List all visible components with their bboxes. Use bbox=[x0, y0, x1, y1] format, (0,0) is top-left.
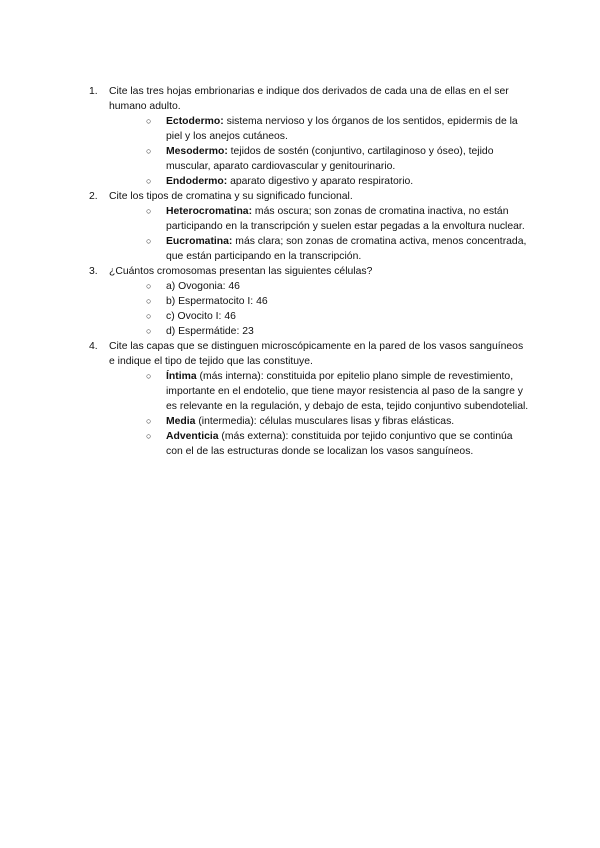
bullet-icon: ○ bbox=[146, 371, 152, 381]
question-4 bbox=[89, 339, 529, 459]
question-1 bbox=[89, 84, 529, 189]
bullet-icon: ○ bbox=[146, 236, 152, 246]
answer-item bbox=[146, 414, 529, 429]
answer-term: Íntima bbox=[166, 371, 197, 382]
question-list bbox=[89, 84, 529, 459]
answer-item bbox=[146, 294, 529, 309]
bullet-icon: ○ bbox=[146, 146, 152, 156]
answer-item bbox=[146, 144, 529, 174]
question-3 bbox=[89, 264, 529, 339]
answer-item bbox=[146, 309, 529, 324]
bullet-icon: ○ bbox=[146, 311, 152, 321]
answer-text: (intermedia): células musculares lisas y fibras elásticas. bbox=[195, 416, 455, 427]
answer-term: Adventicia bbox=[166, 431, 219, 442]
question-text: ¿Cuántos cromosomas presentan las siguientes células? bbox=[109, 266, 373, 277]
answer-text: tejidos de sostén (conjuntivo, cartilaginoso y óseo), tejido muscular, aparato cardiovascular y genitourinario. bbox=[166, 146, 494, 172]
question-number: 1. bbox=[89, 86, 98, 97]
answer-text: (más externa): constituida por tejido conjuntivo que se continúa con el de las estructuras donde se localizan los vasos sanguíneos. bbox=[166, 431, 513, 457]
answer-text: sistema nervioso y los órganos de los sentidos, epidermis de la piel y los anejos cutáneos. bbox=[166, 116, 518, 142]
question-2 bbox=[89, 189, 529, 264]
answer-item bbox=[146, 234, 529, 264]
bullet-icon: ○ bbox=[146, 416, 152, 426]
answer-term: Eucromatina: bbox=[166, 236, 233, 247]
bullet-icon: ○ bbox=[146, 281, 152, 291]
answer-text: (más interna): constituida por epitelio plano simple de revestimiento, importante en el endotelio, que tiene mayor resistencia al paso de la sangre y es relevante en la regulación, y debajo de esta, tejido conjuntivo subendotelial. bbox=[166, 371, 529, 412]
answer-item bbox=[146, 114, 529, 144]
bullet-icon: ○ bbox=[146, 431, 152, 441]
answer-item bbox=[146, 429, 529, 459]
question-number: 4. bbox=[89, 341, 98, 352]
answer-term: Media bbox=[166, 416, 196, 427]
answer-term: Mesodermo: bbox=[166, 146, 228, 157]
answer-term: Heterocromatina: bbox=[166, 206, 253, 217]
answer-item bbox=[146, 324, 529, 339]
answer-item bbox=[146, 174, 529, 189]
answer-list bbox=[109, 114, 529, 189]
bullet-icon: ○ bbox=[146, 296, 152, 306]
answer-item bbox=[146, 369, 529, 414]
question-text: Cite los tipos de cromatina y su significado funcional. bbox=[109, 191, 353, 202]
answer-item bbox=[146, 279, 529, 294]
bullet-icon: ○ bbox=[146, 206, 152, 216]
answer-list bbox=[109, 204, 529, 264]
question-number: 3. bbox=[89, 266, 98, 277]
question-text: Cite las capas que se distinguen microscópicamente en la pared de los vasos sanguíneos e indique el tipo de tejido que las constituye. bbox=[109, 341, 524, 367]
answer-text: más clara; son zonas de cromatina activa, menos concentrada, que están participando en la transcripción. bbox=[166, 236, 527, 262]
answer-text: d) Espermátide: 23 bbox=[166, 326, 254, 337]
answer-term: Endodermo: bbox=[166, 176, 228, 187]
answer-text: aparato digestivo y aparato respiratorio. bbox=[227, 176, 414, 187]
bullet-icon: ○ bbox=[146, 116, 152, 126]
answer-text: más oscura; son zonas de cromatina inactiva, no están participando en la transcripción y suelen estar pegadas a la envoltura nuclear. bbox=[166, 206, 525, 232]
answer-text: c) Ovocito I: 46 bbox=[166, 311, 236, 322]
answer-text: a) Ovogonia: 46 bbox=[166, 281, 240, 292]
question-number: 2. bbox=[89, 191, 98, 202]
answer-term: Ectodermo: bbox=[166, 116, 224, 127]
answer-list bbox=[109, 279, 529, 339]
answer-list bbox=[109, 369, 529, 459]
bullet-icon: ○ bbox=[146, 326, 152, 336]
bullet-icon: ○ bbox=[146, 176, 152, 186]
question-text: Cite las tres hojas embrionarias e indique dos derivados de cada una de ellas en el ser humano adulto. bbox=[109, 86, 509, 112]
answer-text: b) Espermatocito I: 46 bbox=[166, 296, 268, 307]
answer-item bbox=[146, 204, 529, 234]
